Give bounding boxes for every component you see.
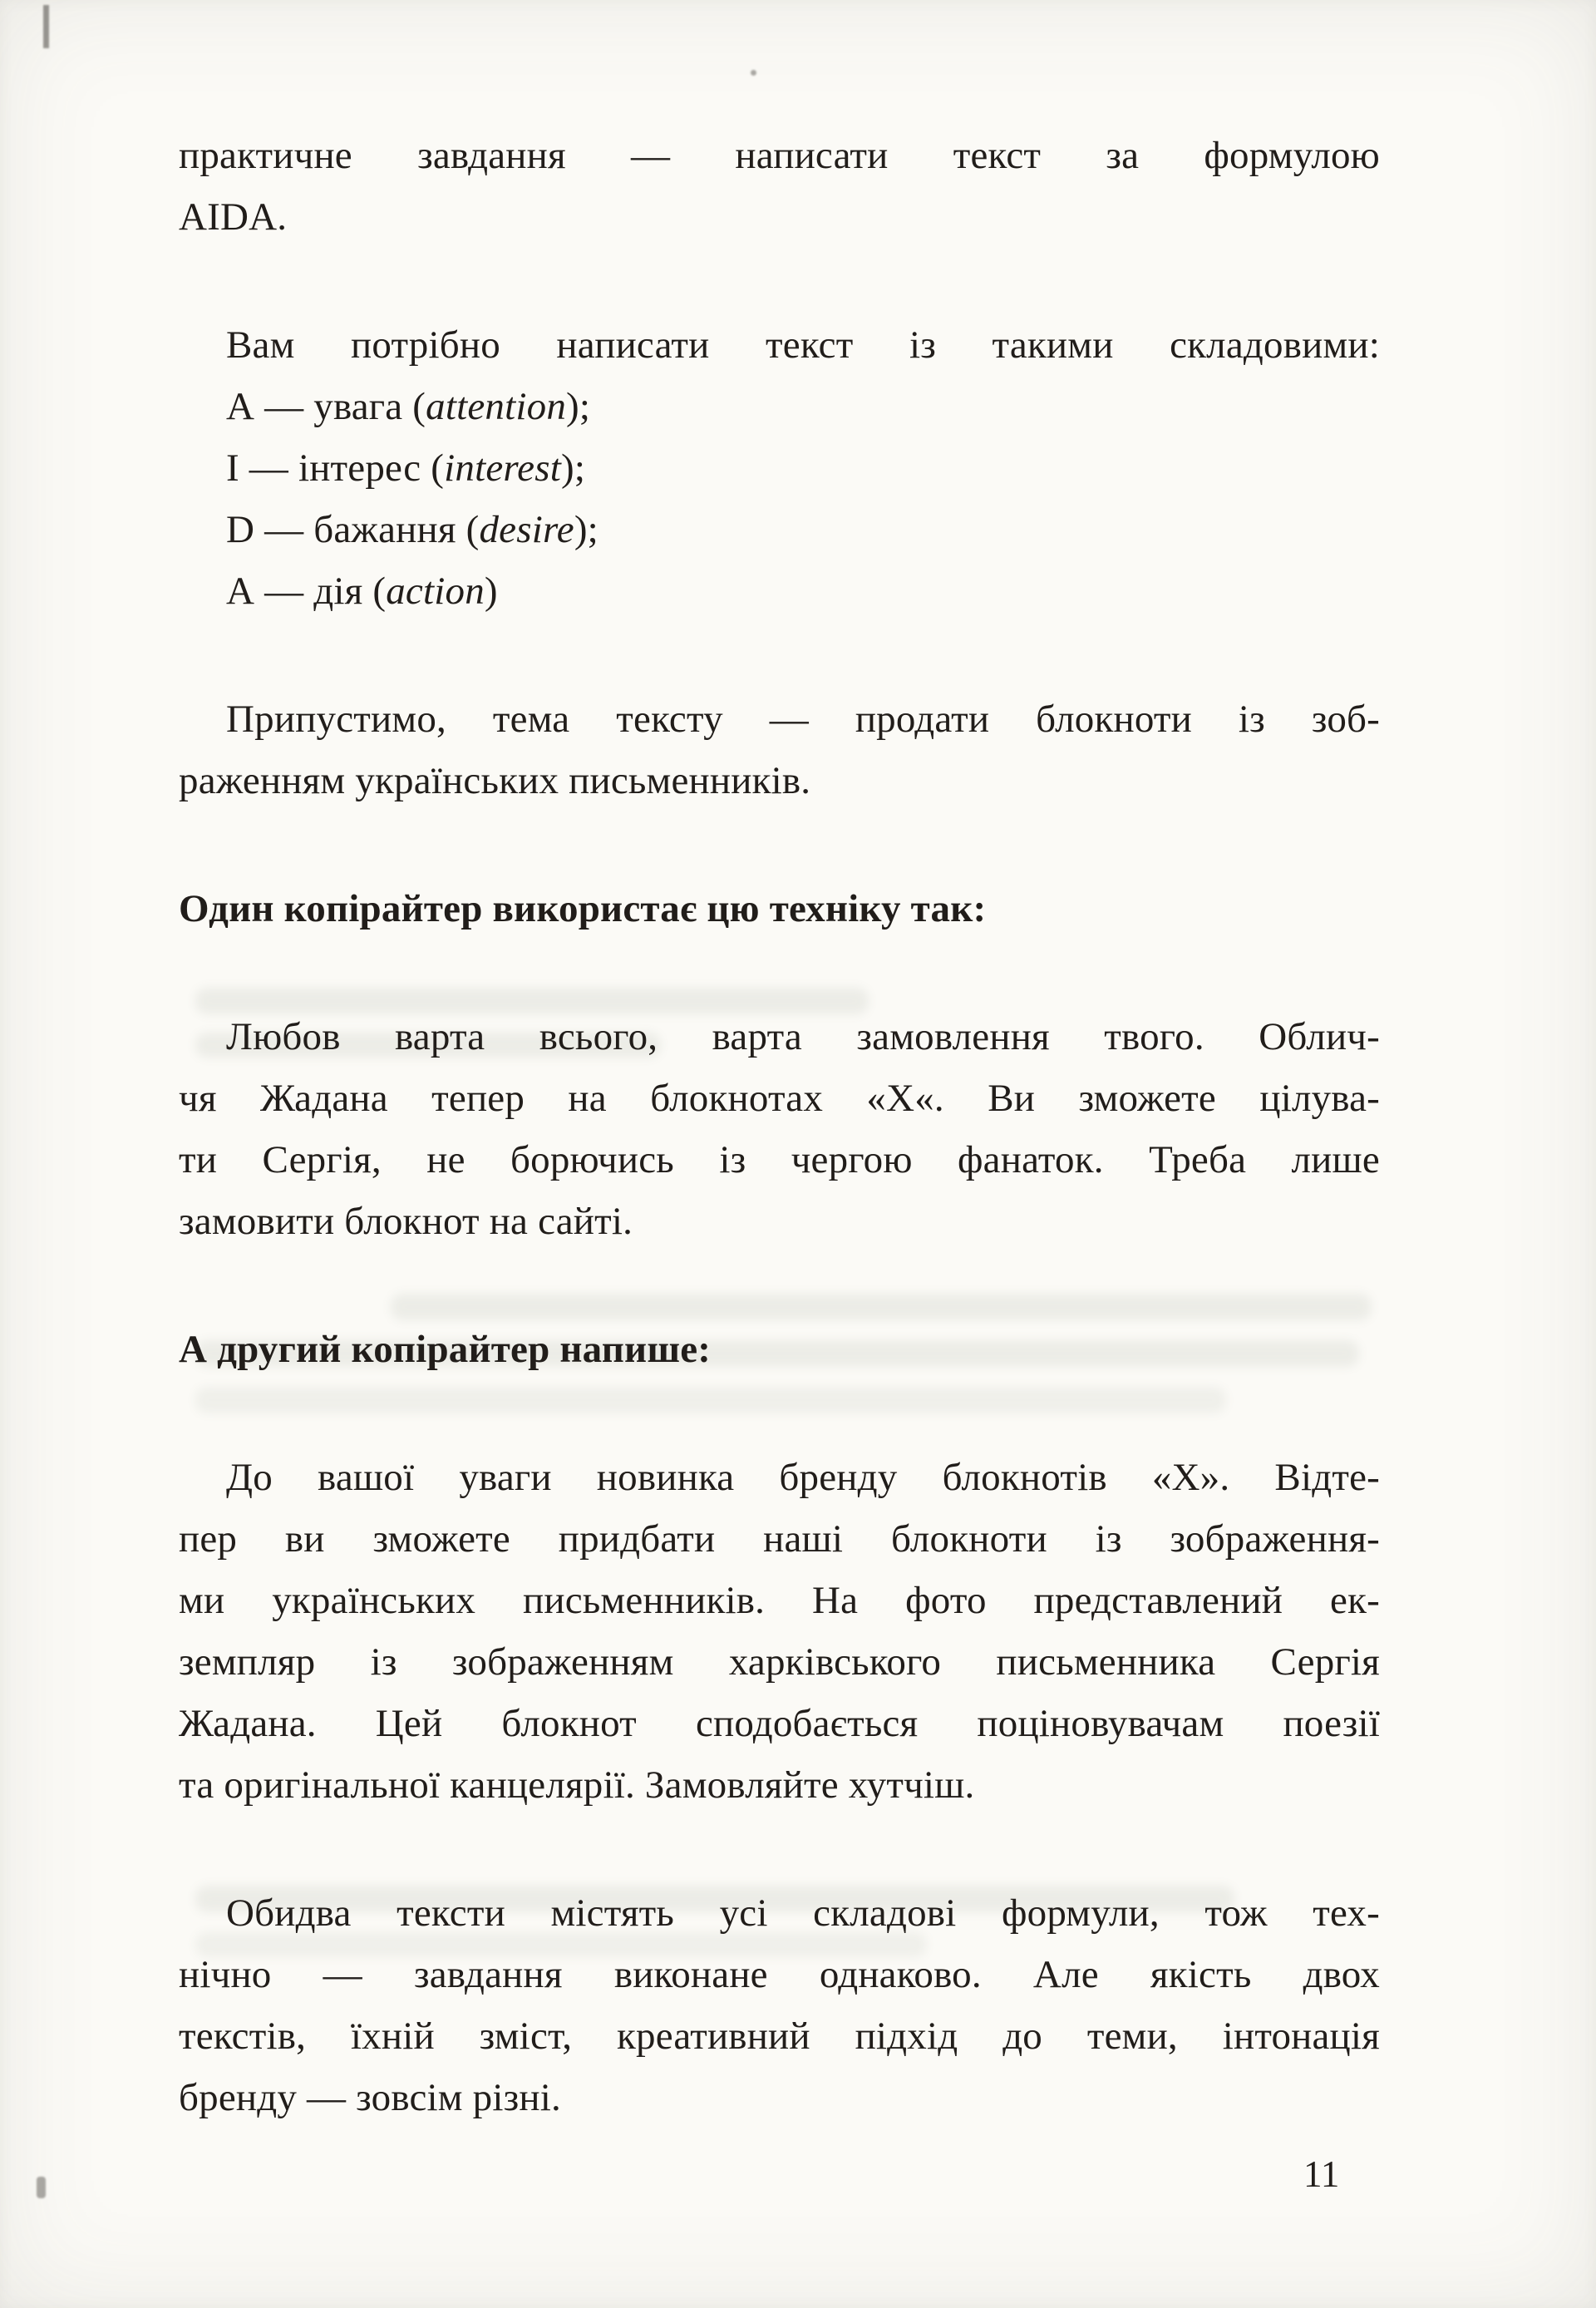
paragraph-example-two — [179, 1447, 1380, 1816]
italic-term: desire — [479, 508, 574, 551]
aida-item-prefix: D — бажання ( — [226, 508, 480, 551]
scan-artifact — [37, 2177, 46, 2198]
aida-item-prefix: А — дія ( — [226, 570, 387, 613]
scan-artifact — [43, 5, 49, 48]
aida-list-item — [179, 560, 1380, 622]
paragraph-line: раженням українських письменників. — [179, 759, 811, 802]
paragraph-line: чя Жадана тепер на блокнотах «Х«. Ви зможете цілува- — [179, 1077, 1380, 1120]
aida-item-suffix: ); — [561, 446, 586, 490]
aida-item-suffix: ) — [484, 570, 498, 613]
paragraph-line: Вам потрібно написати текст із такими складовими: — [226, 323, 1380, 367]
heading-line: А другий копірайтер напише: — [179, 1328, 712, 1371]
paragraph-line: пер ви зможете придбати наші блокноти із зображення- — [179, 1517, 1380, 1561]
paragraph-line: ти Сергія, не борючись із чергою фанаток. Треба лише — [179, 1138, 1380, 1181]
heading-first-copywriter — [179, 878, 1380, 939]
aida-list-item — [179, 376, 1380, 437]
page-number: 11 — [1303, 2153, 1340, 2195]
paragraph-line: Любов варта всього, варта замовлення твого. Облич- — [226, 1015, 1380, 1058]
aida-item-prefix: І — інтерес ( — [226, 446, 445, 490]
paragraph-continuation — [179, 125, 1380, 248]
paragraph-line: AIDA. — [179, 195, 288, 239]
italic-term: action — [386, 570, 485, 613]
paragraph-line: Припустимо, тема тексту — продати блокноти із зоб- — [226, 698, 1380, 741]
paragraph-aida-task — [179, 314, 1380, 622]
aida-list-item — [179, 437, 1380, 499]
heading-line: Один копірайтер використає цю техніку так: — [179, 887, 987, 930]
paragraph-line: та оригінальної канцелярії. Замовляйте хутчіш. — [179, 1763, 975, 1807]
text-block — [179, 125, 1380, 2128]
paragraph-line: практичне завдання — написати текст за формулою — [179, 134, 1380, 177]
paragraph-line: ми українських письменників. На фото представлений ек- — [179, 1579, 1380, 1622]
aida-list-item — [179, 499, 1380, 560]
paragraph-line: До вашої уваги новинка бренду блокнотів «Х». Відте- — [226, 1456, 1380, 1499]
paragraph-example-one — [179, 1006, 1380, 1252]
aida-item-prefix: А — увага ( — [226, 385, 426, 428]
paragraph-line: Жадана. Цей блокнот сподобається поціновувачам поезії — [179, 1702, 1380, 1745]
aida-item-suffix: ); — [566, 385, 591, 428]
paragraph-line: Обидва тексти містять усі складові формули, тож тех- — [226, 1891, 1380, 1935]
paragraph-line: земпляр із зображенням харківського письменника Сергія — [179, 1640, 1380, 1684]
heading-second-copywriter — [179, 1319, 1380, 1380]
aida-item-suffix: ); — [574, 508, 598, 551]
paragraph-line: текстів, їхній зміст, креативний підхід до теми, інтонація — [179, 2015, 1380, 2058]
paragraph-conclusion — [179, 1882, 1380, 2128]
italic-term: attention — [426, 385, 567, 428]
paragraph-topic — [179, 688, 1380, 811]
paragraph-line: нічно — завдання виконане однаково. Але якість двох — [179, 1953, 1380, 1996]
paragraph-line: бренду — зовсім різні. — [179, 2076, 561, 2119]
scan-artifact — [751, 70, 756, 76]
italic-term: interest — [444, 446, 561, 490]
paragraph-line: замовити блокнот на сайті. — [179, 1200, 633, 1243]
